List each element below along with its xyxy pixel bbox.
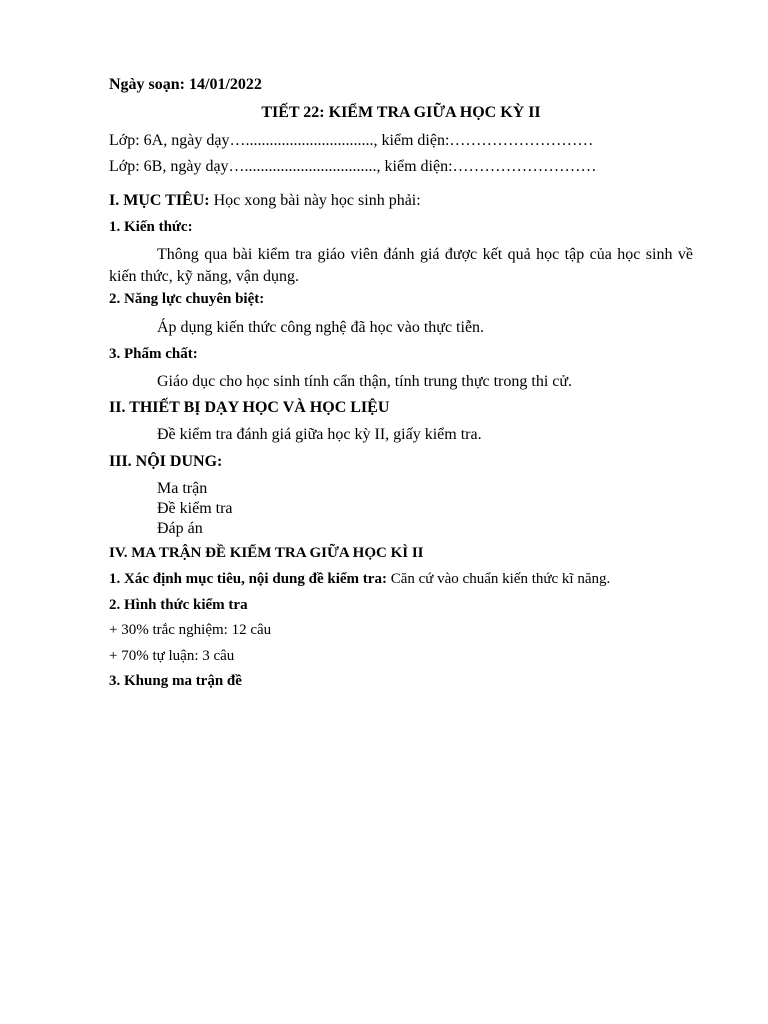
section-matrix-heading: IV. MA TRẬN ĐỀ KIỂM TRA GIỮA HỌC KÌ II — [109, 545, 424, 561]
page-title: TIẾT 22: KIỂM TRA GIỮA HỌC KỲ II — [261, 104, 541, 121]
quality-heading: 3. Phẩm chất: — [109, 346, 198, 362]
preparation-date — [109, 76, 262, 94]
matrix-frame-heading: 3. Khung ma trận đề — [109, 673, 242, 689]
format-line-essay: + 70% tự luận: 3 câu — [109, 648, 235, 664]
objective-line — [109, 571, 610, 588]
section-objectives-heading: I. MỤC TIÊU: — [109, 192, 210, 209]
objective-heading: 1. Xác định mục tiêu, nội dung đề kiểm tra: — [109, 571, 387, 587]
knowledge-text: Thông qua bài kiểm tra giáo viên đánh giá được kết quả học tập của học sinh về kiến thức, kỹ năng, vận dụng. — [109, 246, 693, 285]
knowledge-heading: 1. Kiến thức: — [109, 219, 193, 235]
section-content-heading: III. NỘI DUNG: — [109, 453, 223, 470]
date-value: 14/01/2022 — [189, 76, 262, 93]
competency-text: Áp dụng kiến thức công nghệ đã học vào thực tiễn. — [157, 319, 485, 336]
quality-text: Giáo dục cho học sinh tính cẩn thận, tính trung thực trong thi cử. — [157, 373, 573, 390]
class-line-6b: Lớp: 6B, ngày dạy…................................., kiểm diện:……………………… — [109, 158, 597, 175]
format-heading: 2. Hình thức kiểm tra — [109, 597, 248, 613]
content-item: Đáp án — [157, 520, 203, 537]
section-objectives-intro: Học xong bài này học sinh phải: — [209, 192, 421, 209]
class-line-6a: Lớp: 6A, ngày dạy…................................, kiểm diện:……………………… — [109, 132, 594, 149]
content-item: Đề kiểm tra — [157, 500, 233, 517]
competency-heading: 2. Năng lực chuyên biệt: — [109, 291, 265, 307]
section-objectives — [109, 192, 421, 210]
section-equipment-heading: II. THIẾT BỊ DẠY HỌC VÀ HỌC LIỆU — [109, 399, 390, 416]
objective-text: Căn cứ vào chuẩn kiến thức kĩ năng. — [386, 571, 611, 587]
equipment-text: Đề kiểm tra đánh giá giữa học kỳ II, giấy kiểm tra. — [157, 426, 482, 443]
format-line-multiple-choice: + 30% trắc nghiệm: 12 câu — [109, 622, 272, 638]
date-label: Ngày soạn: — [109, 76, 186, 93]
content-item: Ma trận — [157, 480, 208, 497]
